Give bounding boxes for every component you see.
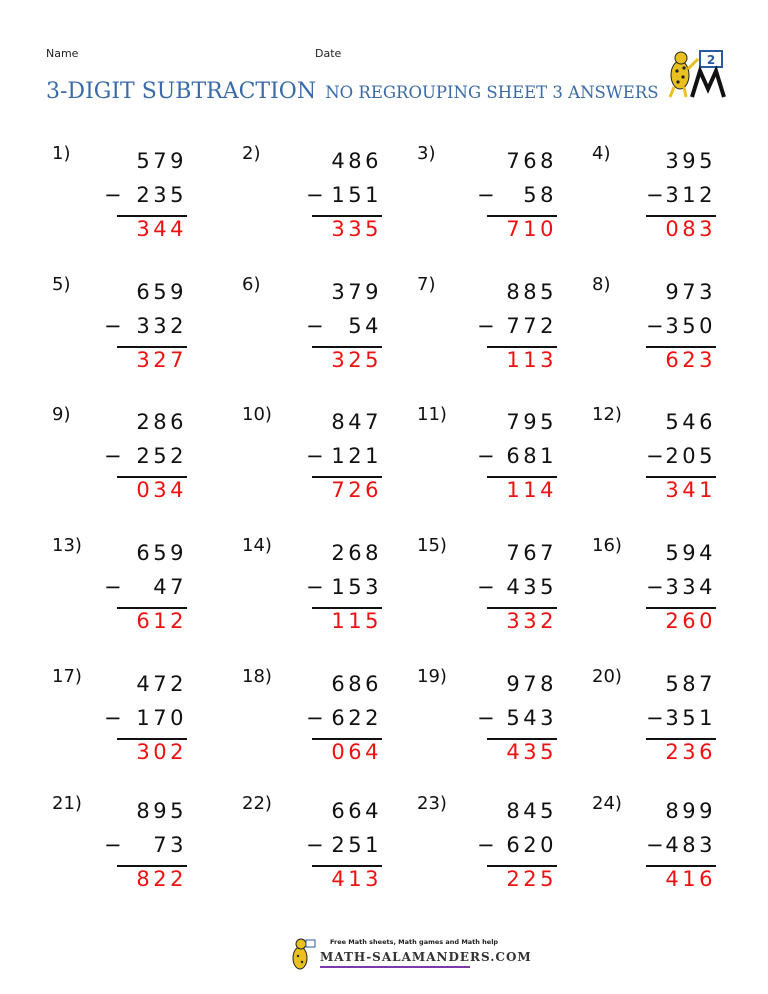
- minuend: 472: [136, 672, 187, 696]
- minuend: 486: [331, 149, 382, 173]
- problem-number: 23): [417, 793, 447, 814]
- problem-12: [592, 404, 716, 524]
- minuend: 978: [506, 672, 557, 696]
- subtrahend: 772: [506, 314, 557, 338]
- minus-sign: −: [306, 833, 324, 857]
- answer: 034: [136, 478, 187, 502]
- problem-23: [417, 793, 557, 913]
- problem-4: [592, 143, 716, 263]
- answer: 710: [506, 217, 557, 241]
- problem-number: 2): [242, 143, 261, 164]
- problem-11: [417, 404, 557, 524]
- minus-sign: −: [104, 833, 122, 857]
- minus-sign: −: [477, 575, 495, 599]
- problem-number: 4): [592, 143, 611, 164]
- subtrahend: 235: [136, 183, 187, 207]
- minuend: 594: [665, 541, 716, 565]
- subtrahend: 620: [506, 833, 557, 857]
- problem-2: [242, 143, 382, 263]
- minuend: 286: [136, 410, 187, 434]
- subtrahend: 47: [153, 575, 187, 599]
- answer: 114: [506, 478, 557, 502]
- subtrahend: 351: [665, 706, 716, 730]
- problem-number: 8): [592, 274, 611, 295]
- problem-22: [242, 793, 382, 913]
- problem-5: [52, 274, 187, 394]
- problem-number: 19): [417, 666, 447, 687]
- salamander-logo-icon: [664, 49, 726, 99]
- problem-number: 16): [592, 535, 622, 556]
- minuend: 895: [136, 799, 187, 823]
- minus-sign: −: [646, 575, 664, 599]
- answer: 341: [665, 478, 716, 502]
- answer: 302: [136, 740, 187, 764]
- subtrahend: 332: [136, 314, 187, 338]
- minus-sign: −: [306, 183, 324, 207]
- subtrahend: 312: [665, 183, 716, 207]
- answer: 064: [331, 740, 382, 764]
- answer: 225: [506, 867, 557, 891]
- problem-number: 13): [52, 535, 82, 556]
- title-main: 3-DIGIT SUBTRACTION: [46, 79, 317, 104]
- minus-sign: −: [477, 183, 495, 207]
- problem-20: [592, 666, 716, 786]
- problem-1: [52, 143, 187, 263]
- minuend: 268: [331, 541, 382, 565]
- problem-17: [52, 666, 187, 786]
- minuend: 579: [136, 149, 187, 173]
- answer: 623: [665, 348, 716, 372]
- subtrahend: 543: [506, 706, 557, 730]
- subtrahend: 252: [136, 444, 187, 468]
- answer: 435: [506, 740, 557, 764]
- minus-sign: −: [104, 575, 122, 599]
- worksheet-title: [46, 79, 659, 104]
- problem-number: 18): [242, 666, 272, 687]
- subtrahend: 73: [153, 833, 187, 857]
- answer: 612: [136, 609, 187, 633]
- problem-3: [417, 143, 557, 263]
- problem-6: [242, 274, 382, 394]
- problem-number: 1): [52, 143, 71, 164]
- subtrahend: 121: [331, 444, 382, 468]
- name-label: Name: [46, 47, 79, 60]
- minus-sign: −: [646, 183, 664, 207]
- subtrahend: 151: [331, 183, 382, 207]
- minuend: 686: [331, 672, 382, 696]
- answer: 332: [506, 609, 557, 633]
- problem-7: [417, 274, 557, 394]
- answer: 115: [331, 609, 382, 633]
- problem-16: [592, 535, 716, 655]
- answer: 325: [331, 348, 382, 372]
- subtrahend: 350: [665, 314, 716, 338]
- answer: 113: [506, 348, 557, 372]
- problem-8: [592, 274, 716, 394]
- subtrahend: 435: [506, 575, 557, 599]
- subtrahend: 681: [506, 444, 557, 468]
- minus-sign: −: [104, 706, 122, 730]
- minuend: 664: [331, 799, 382, 823]
- minuend: 767: [506, 541, 557, 565]
- problem-number: 11): [417, 404, 447, 425]
- minuend: 885: [506, 280, 557, 304]
- minus-sign: −: [646, 833, 664, 857]
- answer: 413: [331, 867, 382, 891]
- problem-13: [52, 535, 187, 655]
- problem-number: 22): [242, 793, 272, 814]
- problem-19: [417, 666, 557, 786]
- minus-sign: −: [477, 706, 495, 730]
- minuend: 847: [331, 410, 382, 434]
- minuend: 768: [506, 149, 557, 173]
- problem-15: [417, 535, 557, 655]
- minuend: 899: [665, 799, 716, 823]
- answer: 260: [665, 609, 716, 633]
- minus-sign: −: [306, 575, 324, 599]
- problem-24: [592, 793, 716, 913]
- minuend: 587: [665, 672, 716, 696]
- problem-number: 14): [242, 535, 272, 556]
- subtrahend: 153: [331, 575, 382, 599]
- subtrahend: 54: [348, 314, 382, 338]
- minuend: 659: [136, 280, 187, 304]
- footer-underline: [320, 966, 470, 968]
- minus-sign: −: [104, 314, 122, 338]
- problem-number: 12): [592, 404, 622, 425]
- subtrahend: 622: [331, 706, 382, 730]
- subtrahend: 334: [665, 575, 716, 599]
- problem-9: [52, 404, 187, 524]
- problem-number: 24): [592, 793, 622, 814]
- logo-grade: 2: [706, 53, 716, 67]
- problem-number: 10): [242, 404, 272, 425]
- minus-sign: −: [104, 444, 122, 468]
- minus-sign: −: [646, 706, 664, 730]
- problem-number: 6): [242, 274, 261, 295]
- problem-18: [242, 666, 382, 786]
- answer: 726: [331, 478, 382, 502]
- problem-number: 5): [52, 274, 71, 295]
- minuend: 795: [506, 410, 557, 434]
- problem-21: [52, 793, 187, 913]
- problem-number: 7): [417, 274, 436, 295]
- problem-number: 3): [417, 143, 436, 164]
- minuend: 973: [665, 280, 716, 304]
- date-label: Date: [315, 47, 342, 60]
- minus-sign: −: [104, 183, 122, 207]
- subtrahend: 58: [523, 183, 557, 207]
- problem-14: [242, 535, 382, 655]
- footer-tagline: Free Math sheets, Math games and Math help: [330, 938, 499, 946]
- minus-sign: −: [306, 706, 324, 730]
- answer: 083: [665, 217, 716, 241]
- minuend: 395: [665, 149, 716, 173]
- problem-number: 20): [592, 666, 622, 687]
- minus-sign: −: [477, 314, 495, 338]
- minus-sign: −: [646, 444, 664, 468]
- answer: 236: [665, 740, 716, 764]
- answer: 335: [331, 217, 382, 241]
- minus-sign: −: [477, 833, 495, 857]
- footer-site: MATH-SALAMANDERS.COM: [320, 950, 532, 964]
- problem-number: 9): [52, 404, 71, 425]
- subtrahend: 251: [331, 833, 382, 857]
- minuend: 659: [136, 541, 187, 565]
- answer: 416: [665, 867, 716, 891]
- minuend: 845: [506, 799, 557, 823]
- minus-sign: −: [306, 444, 324, 468]
- minuend: 546: [665, 410, 716, 434]
- footer-branding: [286, 938, 532, 972]
- subtrahend: 483: [665, 833, 716, 857]
- problem-10: [242, 404, 382, 524]
- minuend: 379: [331, 280, 382, 304]
- salamander-footer-icon: [286, 938, 316, 972]
- problem-number: 15): [417, 535, 447, 556]
- answer: 344: [136, 217, 187, 241]
- answer: 327: [136, 348, 187, 372]
- title-sub: NO REGROUPING SHEET 3 ANSWERS: [325, 83, 659, 102]
- subtrahend: 205: [665, 444, 716, 468]
- minus-sign: −: [646, 314, 664, 338]
- minus-sign: −: [477, 444, 495, 468]
- minus-sign: −: [306, 314, 324, 338]
- answer: 822: [136, 867, 187, 891]
- subtrahend: 170: [136, 706, 187, 730]
- problem-number: 17): [52, 666, 82, 687]
- problem-number: 21): [52, 793, 82, 814]
